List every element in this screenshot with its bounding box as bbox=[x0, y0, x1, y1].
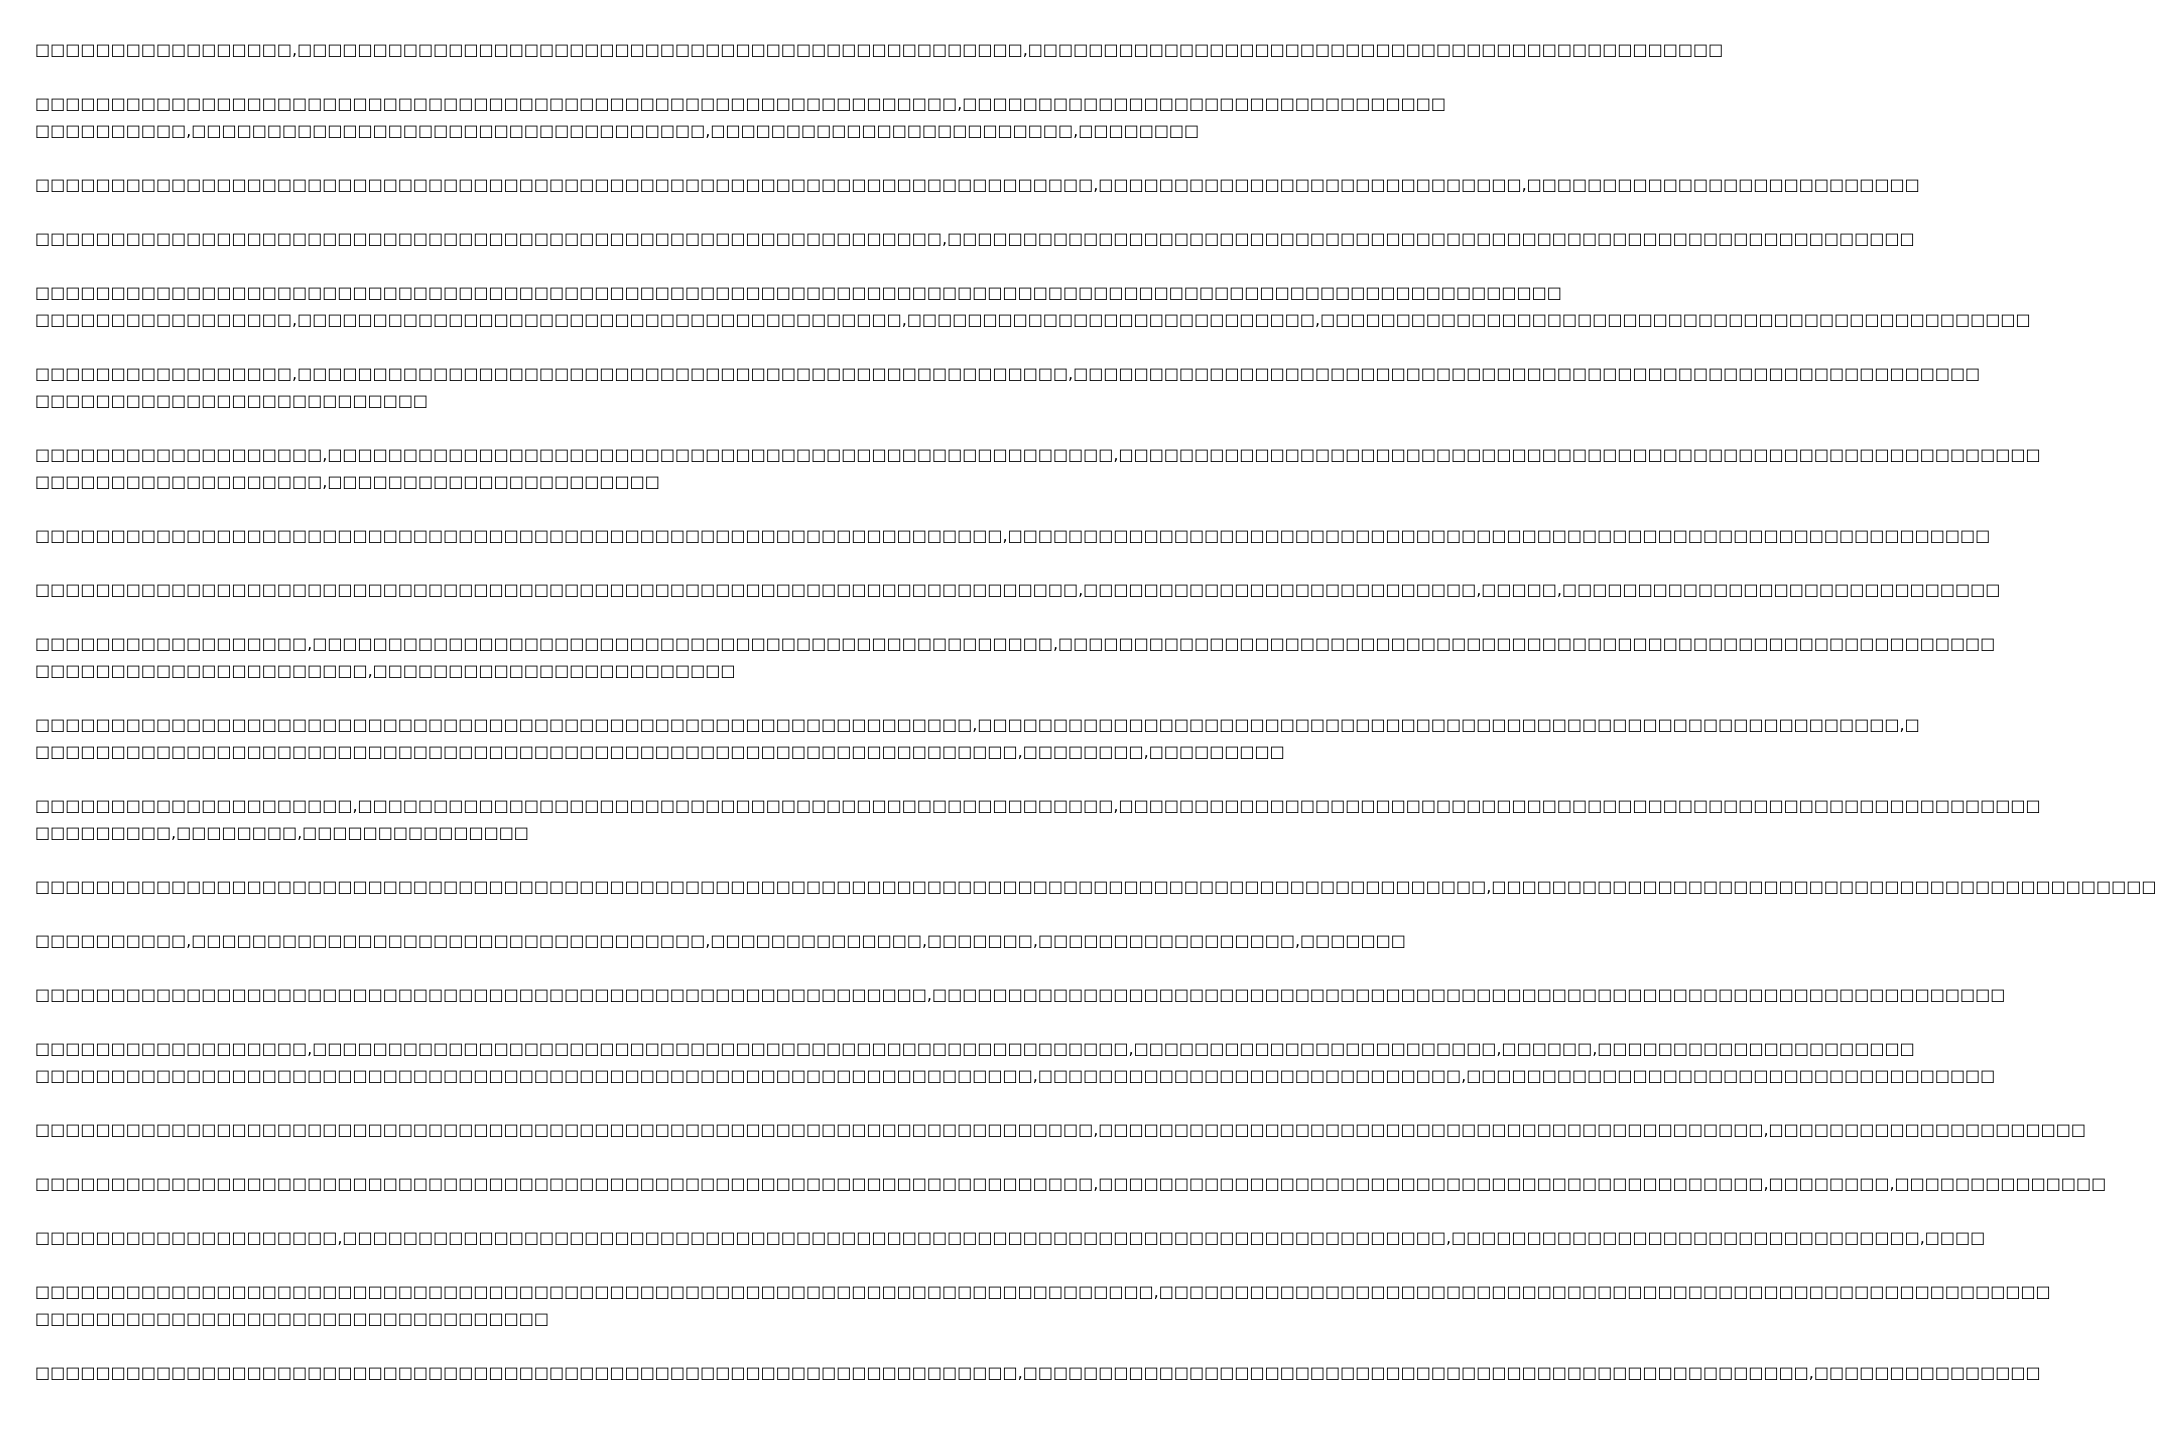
paragraph bbox=[35, 711, 1920, 765]
paragraph bbox=[35, 630, 1996, 684]
text-line: □□□□□□□□□□□□□□□□□,□□□□□□□□□□□□□□□□□□□□□□□□□□□□□□□□□□□□□□□□□□□□□□□□□□□,□□□□□□□□□□□□□□□□□□□□□□□□□□□□□□□□□□□□□□□□□□□□□□□□□□□□□□□□□□□□ bbox=[35, 364, 1981, 383]
text-line: □□□□□□□□□□□□□□□□□□□□□□□□□□□□□□□□□□□□□□□□□□□□□□□□□□□□□□□□□□□□□□□□□□□□□,□□□□□□□□□□□□□□□□□□□□□□□□□□,□□□□□,□□□□□□□□□□□□□□□□□□□□□□□□□□□□□ bbox=[35, 580, 2001, 599]
text-line: □□□□□□□□□□□□□□□□□□□□□□□□□□□□□□□□□□□□□□□□□□□□□□□□□□□□□□□□□□□□□□□□□□□□□□,□□□□□□□□□□□□□□□□□□□□□□□□□□□□□□□□□□□□□□□□□□□□,□□□□□□□□□□□□□□□□□□□□□ bbox=[35, 1120, 2086, 1139]
paragraph bbox=[35, 36, 1724, 63]
text-line: □□□□□□□□□□□□□□□□□□□□□□□□□□□□□□□□□□□□□□□□□□□□□□□□□□□□□□□□□□□□□□□□□,□□□□□□□□,□□□□□□□□□ bbox=[35, 742, 1285, 761]
text-line: □□□□□□□□□□□□□□□□□□□□,□□□□□□□□□□□□□□□□□□□□□□□□□□□□□□□□□□□□□□□□□□□□□□□□□□□□□□□□□□□□□□□□□□□□□□□□□,□□□□□□□□□□□□□□□□□□□□□□□□□□□□□□□,□□□□ bbox=[35, 1228, 1986, 1247]
text-line: □□□□□□□□□□□□□□□□□□□□□□,□□□□□□□□□□□□□□□□□□□□□□□□ bbox=[35, 661, 736, 680]
paragraph bbox=[35, 225, 1915, 252]
paragraph bbox=[35, 1116, 2086, 1143]
text-line: □□□□□□□□□□□□□□□□□□□□□□□□□□□□□□□□□□□□□□□□□□□□□□□□□□□□□□□□□□□□□□,□□□□□□□□□□□□□□□□□□□□□□□□□□□□□□□□□□□□□□□□□□□□□□□□□□□□□□□□□□□□□,□ bbox=[35, 715, 1920, 734]
text-line: □□□□□□□□□□□□□□□□□□,□□□□□□□□□□□□□□□□□□□□□□□□□□□□□□□□□□□□□□□□□□□□□□□□□,□□□□□□□□□□□□□□□□□□□□□□□□□□□□□□□□□□□□□□□□□□□□□□□□□□□□□□□□□□□□□□ bbox=[35, 634, 1996, 653]
paragraph bbox=[35, 171, 1920, 198]
document-body bbox=[35, 36, 2157, 1413]
text-line: □□□□□□□□□□□□□□□□□□□□□□□□□□□□□□□□□□□□□□□□□□□□□□□□□□□□□□□□□□□□□□□□□□□□□□,□□□□□□□□□□□□□□□□□□□□□□□□□□□□□□□□□□□□□□□□□□□□,□□□□□□□□,□□□□□□□□□□□□□□ bbox=[35, 1174, 2107, 1193]
paragraph bbox=[35, 1359, 2041, 1386]
paragraph bbox=[35, 90, 1446, 144]
text-line: □□□□□□□□□□□□□□□□□□□□□□□□□□□□□□□□□□□□□□□□□□□□□□□□□□□□□□□□□□□□□,□□□□□□□□□□□□□□□□□□□□□□□□□□□□□□□□ bbox=[35, 94, 1446, 113]
paragraph bbox=[35, 873, 2157, 900]
paragraph bbox=[35, 1170, 2107, 1197]
text-line: □□□□□□□□□□,□□□□□□□□□□□□□□□□□□□□□□□□□□□□□□□□□□,□□□□□□□□□□□□□□,□□□□□□□,□□□□□□□□□□□□□□□□□,□□□□□□□ bbox=[35, 931, 1406, 950]
paragraph bbox=[35, 441, 2041, 495]
paragraph bbox=[35, 792, 2041, 846]
text-line: □□□□□□□□□□□□□□□□□□□□□□□□□□□□□□□□□□ bbox=[35, 1309, 549, 1328]
text-line: □□□□□□□□□□□□□□□□□,□□□□□□□□□□□□□□□□□□□□□□□□□□□□□□□□□□□□□□□□□□□□□□□□,□□□□□□□□□□□□□□□□□□□□□□□□□□□□□□□□□□□□□□□□□□□□□□ bbox=[35, 40, 1724, 59]
text-line: □□□□□□□□□□□□□□□□□□□□□□□□□□□□□□□□□□□□□□□□□□□□□□□□□□□□□□□□□□□,□□□□□□□□□□□□□□□□□□□□□□□□□□□□□□□□□□□□□□□□□□□□□□□□□□□□□□□□□□□□□□□□□□□□□□□ bbox=[35, 985, 2006, 1004]
paragraph bbox=[35, 927, 1406, 954]
text-line: □□□□□□□□□□□□□□□□□□□□□□□□□□□□□□□□□□□□□□□□□□□□□□□□□□□□□□□□□□□□□□□□□□□□□□□□□□□□□□□□□□□□□□□□□□□□□□□□,□□□□□□□□□□□□□□□□□□□□□□□□□□□□□□□□□□□□□□□□□□□□ bbox=[35, 877, 2157, 896]
paragraph bbox=[35, 279, 2031, 333]
paragraph bbox=[35, 360, 1981, 414]
paragraph bbox=[35, 576, 2001, 603]
text-line: □□□□□□□□□□□□□□□□□□□□□□□□□□ bbox=[35, 391, 429, 410]
paragraph bbox=[35, 1278, 2051, 1332]
text-line: □□□□□□□□□,□□□□□□□□,□□□□□□□□□□□□□□□ bbox=[35, 823, 529, 842]
paragraph bbox=[35, 981, 2006, 1008]
text-line: □□□□□□□□□□□□□□□□□□□□□□□□□□□□□□□□□□□□□□□□□□□□□□□□□□□□□□□□□□□□□□□□□□□□□□,□□□□□□□□□□□□□□□□□□□□□□□□□□□□,□□□□□□□□□□□□□□□□□□□□□□□□□□ bbox=[35, 175, 1920, 194]
text-line: □□□□□□□□□□□□□□□□□□□□□□□□□□□□□□□□□□□□□□□□□□□□□□□□□□□□□□□□□□□□□□□□□□□□□□□□□□,□□□□□□□□□□□□□□□□□□□□□□□□□□□□□□□□□□□□□□□□□□□□□□□□□□□□□□□□□□□ bbox=[35, 1282, 2051, 1301]
text-line: □□□□□□□□□□□□□□□□□,□□□□□□□□□□□□□□□□□□□□□□□□□□□□□□□□□□□□□□□□,□□□□□□□□□□□□□□□□□□□□□□□□□□□,□□□□□□□□□□□□□□□□□□□□□□□□□□□□□□□□□□□□□□□□□□□□□□□ bbox=[35, 310, 2031, 329]
text-line: □□□□□□□□□□□□□□□□□□□,□□□□□□□□□□□□□□□□□□□□□□□□□□□□□□□□□□□□□□□□□□□□□□□□□□□□,□□□□□□□□□□□□□□□□□□□□□□□□□□□□□□□□□□□□□□□□□□□□□□□□□□□□□□□□□□□□□ bbox=[35, 445, 2041, 464]
text-line: □□□□□□□□□□□□□□□□□□□□□□□□□□□□□□□□□□□□□□□□□□□□□□□□□□□□□□□□□□□□□□□□□□□□□□□□□□□□□□□□□□□□□□□□□□□□□□□□□□□□□ bbox=[35, 283, 1562, 302]
text-line: □□□□□□□□□□□□□□□□□□□□□□□□□□□□□□□□□□□□□□□□□□□□□□□□□□□□□□□□□□□□□□□□,□□□□□□□□□□□□□□□□□□□□□□□□□□□□□□□□□□□□□□□□□□□□□□□□□□□□□□□□□□□□□□□□□ bbox=[35, 526, 1991, 545]
paragraph bbox=[35, 522, 1991, 549]
text-line: □□□□□□□□□□,□□□□□□□□□□□□□□□□□□□□□□□□□□□□□□□□□□,□□□□□□□□□□□□□□□□□□□□□□□□,□□□□□□□□ bbox=[35, 121, 1200, 140]
text-line: □□□□□□□□□□□□□□□□□□□□□□□□□□□□□□□□□□□□□□□□□□□□□□□□□□□□□□□□□□□□□□□□□□,□□□□□□□□□□□□□□□□□□□□□□□□□□□□,□□□□□□□□□□□□□□□□□□□□□□□□□□□□□□□□□□□ bbox=[35, 1066, 1996, 1085]
text-line: □□□□□□□□□□□□□□□□□□,□□□□□□□□□□□□□□□□□□□□□□□□□□□□□□□□□□□□□□□□□□□□□□□□□□□□□□,□□□□□□□□□□□□□□□□□□□□□□□□,□□□□□□,□□□□□□□□□□□□□□□□□□□□□ bbox=[35, 1039, 1915, 1058]
text-line: □□□□□□□□□□□□□□□□□□□□□□□□□□□□□□□□□□□□□□□□□□□□□□□□□□□□□□□□□□□□□□□□□,□□□□□□□□□□□□□□□□□□□□□□□□□□□□□□□□□□□□□□□□□□□□□□□□□□□□,□□□□□□□□□□□□□□□ bbox=[35, 1363, 2041, 1382]
text-line: □□□□□□□□□□□□□□□□□□□,□□□□□□□□□□□□□□□□□□□□□□ bbox=[35, 472, 660, 491]
text-line: □□□□□□□□□□□□□□□□□□□□□,□□□□□□□□□□□□□□□□□□□□□□□□□□□□□□□□□□□□□□□□□□□□□□□□□□,□□□□□□□□□□□□□□□□□□□□□□□□□□□□□□□□□□□□□□□□□□□□□□□□□□□□□□□□□□□□□ bbox=[35, 796, 2041, 815]
paragraph bbox=[35, 1035, 1996, 1089]
paragraph bbox=[35, 1224, 1986, 1251]
text-line: □□□□□□□□□□□□□□□□□□□□□□□□□□□□□□□□□□□□□□□□□□□□□□□□□□□□□□□□□□□□,□□□□□□□□□□□□□□□□□□□□□□□□□□□□□□□□□□□□□□□□□□□□□□□□□□□□□□□□□□□□□□□□ bbox=[35, 229, 1915, 248]
